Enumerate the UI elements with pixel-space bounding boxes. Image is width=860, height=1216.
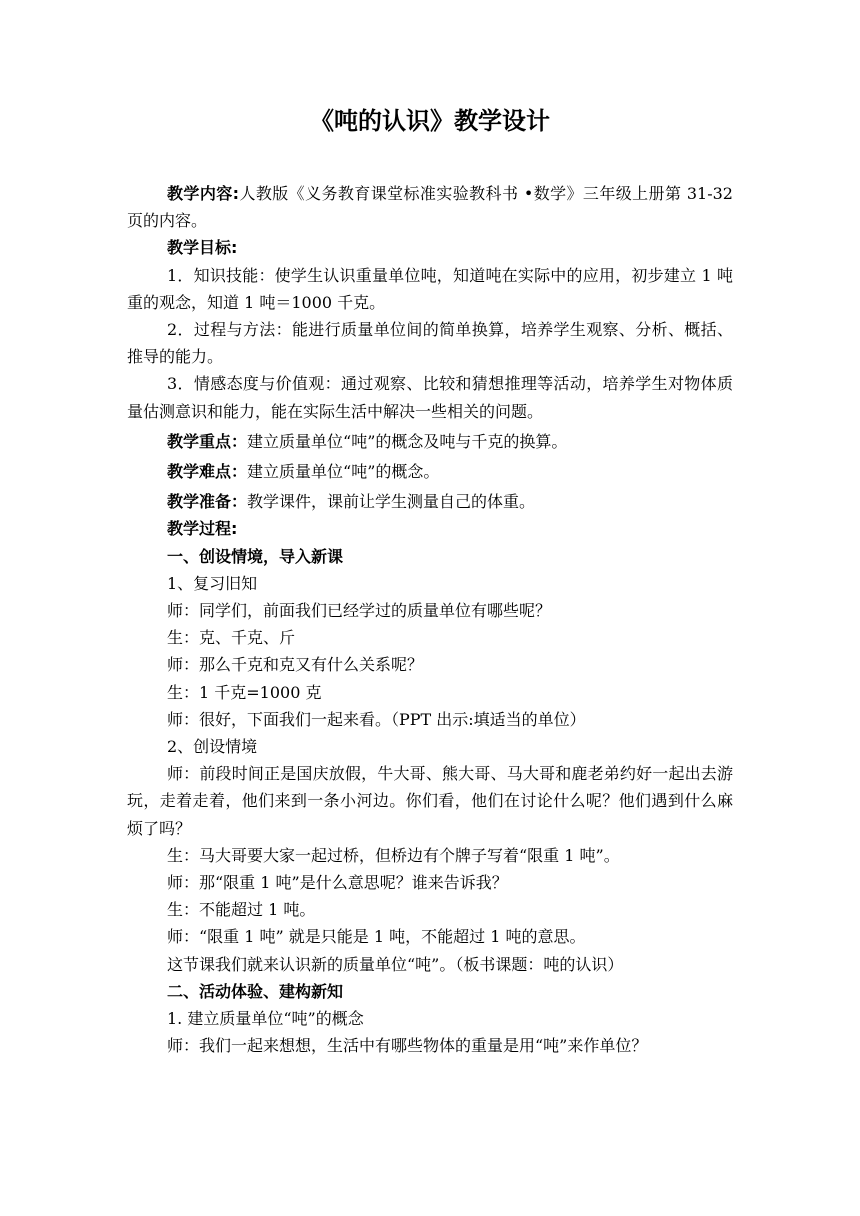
- story-paragraph: 师：前段时间正是国庆放假，牛大哥、熊大哥、马大哥和鹿老弟约好一起出去游玩，走着走着，他们来到一条小河边。你们看，他们在讨论什么呢？他们遇到什么麻烦了吗？: [127, 764, 733, 838]
- dialogue-line: 师：那“限重 1 吨”是什么意思呢？谁来告诉我？: [167, 873, 508, 893]
- teaching-goals-label: 教学目标:: [167, 238, 238, 258]
- key-point-text: 建立质量单位“吨”的概念及吨与千克的换算。: [247, 431, 568, 451]
- difficulty-text: 建立质量单位“吨”的概念。: [247, 462, 440, 482]
- dialogue-line: 师：我们一起来想想，生活中有哪些物体的重量是用“吨”来作单位？: [167, 1036, 648, 1056]
- section-heading: 二、活动体验、建构新知: [167, 981, 344, 1001]
- teaching-content-text: 人教版《义务教育课堂标准实验教科书 •数学》三年级上册第 31-32 页的内容。: [127, 184, 733, 231]
- subsection-heading: 2、创设情境: [167, 737, 258, 757]
- teaching-content-paragraph: [127, 180, 733, 234]
- dialogue-line: 这节课我们就来认识新的质量单位“吨”。（板书课题：吨的认识）: [167, 954, 624, 974]
- preparation-text: 教学课件，课前让学生测量自己的体重。: [247, 492, 536, 512]
- dialogue-line: 生：不能超过 1 吨。: [167, 900, 316, 920]
- document-body: [127, 180, 733, 1060]
- difficulty-paragraph: [127, 458, 733, 485]
- goal-item: 3．情感态度与价值观：通过观察、比较和猜想推理等活动，培养学生对物体质量估测意识和能力，能在实际生活中解决一些相关的问题。: [127, 374, 733, 421]
- dialogue-line: 师：同学们，前面我们已经学过的质量单位有哪些呢？: [167, 601, 552, 621]
- dialogue-line: 师：很好，下面我们一起来看。（PPT 出示:填适当的单位）: [167, 709, 586, 729]
- dialogue-line: 生：马大哥要大家一起过桥，但桥边有个牌子写着“限重 1 吨”。: [167, 845, 620, 865]
- teaching-process-label: 教学过程:: [167, 519, 238, 539]
- dialogue-line: 生：1 千克=1000 克: [167, 682, 322, 702]
- dialogue-line: 师：那么千克和克又有什么关系呢？: [167, 655, 424, 675]
- teaching-content-label: 教学内容:: [167, 184, 240, 203]
- goal-item: 2．过程与方法：能进行质量单位间的简单换算，培养学生观察、分析、概括、推导的能力。: [127, 320, 733, 367]
- subsection-heading: 1、复习旧知: [167, 573, 258, 593]
- dialogue-line: 师：“限重 1 吨” 就是只能是 1 吨，不能超过 1 吨的意思。: [167, 927, 586, 947]
- dialogue-line: 生：克、千克、斤: [167, 628, 296, 648]
- subsection-heading: 1. 建立质量单位“吨”的概念: [167, 1009, 364, 1029]
- preparation-label: 教学准备：: [167, 492, 248, 512]
- section-heading: 一、创设情境，导入新课: [167, 546, 344, 566]
- key-point-paragraph: [127, 428, 733, 455]
- document-title: 《吨的认识》教学设计: [310, 107, 550, 135]
- goal-item: 1．知识技能：使学生认识重量单位吨，知道吨在实际中的应用，初步建立 1 吨重的观念，知道 1 吨＝1000 千克。: [127, 265, 733, 312]
- key-point-label: 教学重点：: [167, 431, 248, 451]
- preparation-paragraph: [127, 488, 733, 515]
- difficulty-label: 教学难点：: [167, 462, 248, 482]
